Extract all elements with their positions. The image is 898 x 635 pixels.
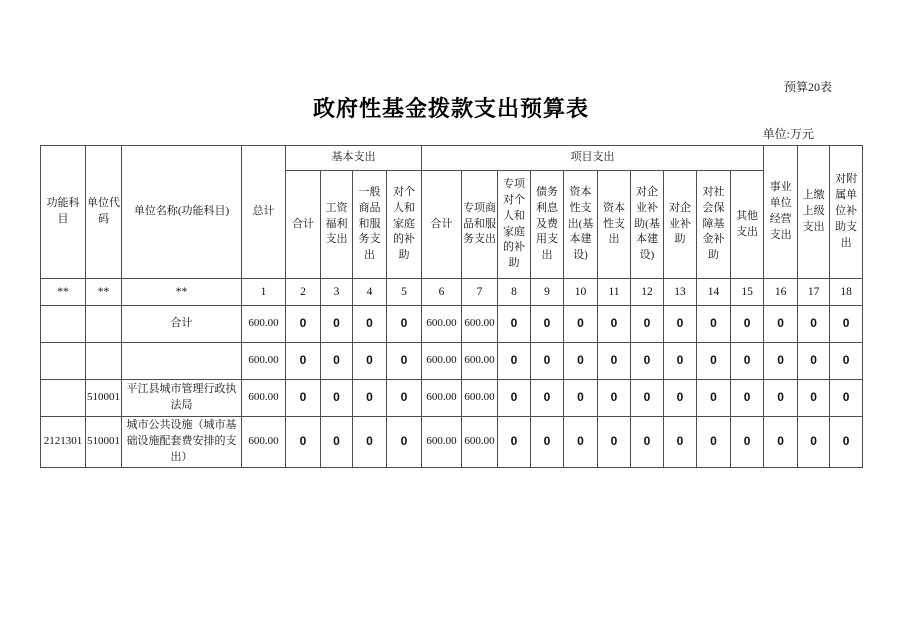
table-row-total: [41, 306, 863, 343]
value-cell: 0: [764, 380, 798, 417]
header-other-expense: 其他支出: [731, 171, 764, 279]
func-code-cell: [41, 306, 86, 343]
value-cell: 0: [664, 343, 697, 380]
value-cell: 0: [697, 343, 731, 380]
value-cell: 600.00: [242, 380, 286, 417]
unit-name-cell: 合计: [122, 306, 242, 343]
value-cell: 0: [631, 417, 664, 468]
value-cell: 0: [564, 306, 598, 343]
value-cell: 0: [598, 306, 631, 343]
value-cell: 600.00: [242, 417, 286, 468]
index-cell: 15: [731, 279, 764, 306]
unit-code-cell: [86, 343, 122, 380]
index-cell: 16: [764, 279, 798, 306]
value-cell: 0: [353, 343, 387, 380]
unit-label: 单位:万元: [762, 127, 814, 141]
header-capital-basic-construction: 资本性支出(基本建设): [564, 171, 598, 279]
value-cell: 0: [286, 306, 321, 343]
value-cell: 600.00: [422, 380, 462, 417]
value-cell: 0: [321, 343, 353, 380]
value-cell: 0: [664, 417, 697, 468]
func-code-cell: [41, 380, 86, 417]
value-cell: 0: [353, 417, 387, 468]
header-capital-expense: 资本性支出: [598, 171, 631, 279]
header-social-security-subsidy: 对社会保障基金补助: [697, 171, 731, 279]
value-cell: 0: [697, 417, 731, 468]
value-cell: 0: [697, 306, 731, 343]
func-code-cell: [41, 343, 86, 380]
index-cell: **: [86, 279, 122, 306]
value-cell: 0: [286, 380, 321, 417]
header-enterprise-subsidy: 对企业补助: [664, 171, 697, 279]
value-cell: 0: [697, 380, 731, 417]
value-cell: 0: [631, 343, 664, 380]
value-cell: 0: [664, 306, 697, 343]
value-cell: 600.00: [422, 343, 462, 380]
value-cell: 0: [531, 380, 564, 417]
index-cell: 9: [531, 279, 564, 306]
value-cell: 0: [830, 343, 863, 380]
header-func-subject: 功能科目: [41, 146, 86, 279]
index-cell: 17: [798, 279, 830, 306]
header-project-expense-group: 项目支出: [422, 146, 764, 171]
value-cell: 0: [830, 306, 863, 343]
table-row-blank: [41, 343, 863, 380]
column-index-row: [41, 279, 863, 306]
header-grand-total: 总计: [242, 146, 286, 279]
value-cell: 0: [321, 417, 353, 468]
unit-code-cell: [86, 306, 122, 343]
value-cell: 0: [353, 306, 387, 343]
value-cell: 0: [764, 343, 798, 380]
header-enterprise-subsidy-construction: 对企业补助(基本建设): [631, 171, 664, 279]
value-cell: 0: [564, 343, 598, 380]
value-cell: 0: [731, 343, 764, 380]
value-cell: 0: [286, 417, 321, 468]
table-row-public-facilities: [41, 417, 863, 468]
value-cell: 0: [498, 343, 531, 380]
header-personal-family-subsidy: 对个人和家庭的补助: [387, 171, 422, 279]
table-row-bureau: [41, 380, 863, 417]
header-subsidy-affiliated: 对附属单位补助支出: [830, 146, 863, 279]
index-cell: 12: [631, 279, 664, 306]
value-cell: 0: [564, 417, 598, 468]
value-cell: 0: [764, 306, 798, 343]
unit-name-cell: [122, 343, 242, 380]
value-cell: 0: [321, 306, 353, 343]
page-title: 政府性基金拨款支出预算表: [312, 96, 589, 121]
header-pay-superior: 上缴上级支出: [798, 146, 830, 279]
index-cell: 6: [422, 279, 462, 306]
value-cell: 600.00: [462, 380, 498, 417]
budget-sheet-number: 预算20表: [783, 80, 832, 94]
value-cell: 0: [798, 306, 830, 343]
index-cell: 3: [321, 279, 353, 306]
value-cell: 600.00: [422, 306, 462, 343]
value-cell: 0: [731, 380, 764, 417]
index-cell: 11: [598, 279, 631, 306]
index-cell: 18: [830, 279, 863, 306]
header-unit-code: 单位代码: [86, 146, 122, 279]
unit-name-cell: 城市公共设施（城市基础设施配套费安排的支出）: [122, 417, 242, 468]
index-cell: 13: [664, 279, 697, 306]
value-cell: 0: [353, 380, 387, 417]
value-cell: 0: [498, 417, 531, 468]
value-cell: 0: [798, 417, 830, 468]
value-cell: 600.00: [462, 306, 498, 343]
func-code-cell: 2121301: [41, 417, 86, 468]
value-cell: 600.00: [242, 306, 286, 343]
value-cell: 600.00: [462, 343, 498, 380]
header-project-total: 合计: [422, 171, 462, 279]
index-cell: 8: [498, 279, 531, 306]
header-unit-name: 单位名称(功能科目): [122, 146, 242, 279]
value-cell: 0: [531, 306, 564, 343]
value-cell: 0: [498, 380, 531, 417]
header-basic-total: 合计: [286, 171, 321, 279]
value-cell: 0: [731, 306, 764, 343]
value-cell: 0: [387, 343, 422, 380]
value-cell: 0: [798, 343, 830, 380]
value-cell: 0: [531, 417, 564, 468]
value-cell: 0: [598, 417, 631, 468]
index-cell: **: [41, 279, 86, 306]
header-wage-welfare: 工资福利支出: [321, 171, 353, 279]
header-debt-interest-fees: 债务利息及费用支出: [531, 171, 564, 279]
value-cell: 0: [764, 417, 798, 468]
value-cell: 600.00: [462, 417, 498, 468]
value-cell: 0: [798, 380, 830, 417]
header-business-operating: 事业单位经营支出: [764, 146, 798, 279]
value-cell: 0: [387, 380, 422, 417]
index-cell: **: [122, 279, 242, 306]
value-cell: 0: [387, 306, 422, 343]
unit-name-cell: 平江县城市管理行政执法局: [122, 380, 242, 417]
header-special-goods-services: 专项商品和服务支出: [462, 171, 498, 279]
index-cell: 4: [353, 279, 387, 306]
budget-table: [40, 145, 863, 468]
value-cell: 0: [664, 380, 697, 417]
value-cell: 600.00: [422, 417, 462, 468]
index-cell: 7: [462, 279, 498, 306]
unit-code-cell: 510001: [86, 380, 122, 417]
value-cell: 0: [631, 380, 664, 417]
value-cell: 0: [387, 417, 422, 468]
index-cell: 5: [387, 279, 422, 306]
index-cell: 10: [564, 279, 598, 306]
header-group-row: [41, 146, 863, 171]
value-cell: 0: [830, 417, 863, 468]
index-cell: 1: [242, 279, 286, 306]
header-special-personal-family: 专项对个人和家庭的补助: [498, 171, 531, 279]
index-cell: 2: [286, 279, 321, 306]
value-cell: 0: [731, 417, 764, 468]
value-cell: 0: [598, 343, 631, 380]
index-cell: 14: [697, 279, 731, 306]
value-cell: 600.00: [242, 343, 286, 380]
value-cell: 0: [531, 343, 564, 380]
value-cell: 0: [564, 380, 598, 417]
value-cell: 0: [631, 306, 664, 343]
unit-code-cell: 510001: [86, 417, 122, 468]
value-cell: 0: [598, 380, 631, 417]
header-basic-expense-group: 基本支出: [286, 146, 422, 171]
header-general-goods-services: 一般商品和服务支出: [353, 171, 387, 279]
value-cell: 0: [321, 380, 353, 417]
value-cell: 0: [830, 380, 863, 417]
value-cell: 0: [498, 306, 531, 343]
value-cell: 0: [286, 343, 321, 380]
